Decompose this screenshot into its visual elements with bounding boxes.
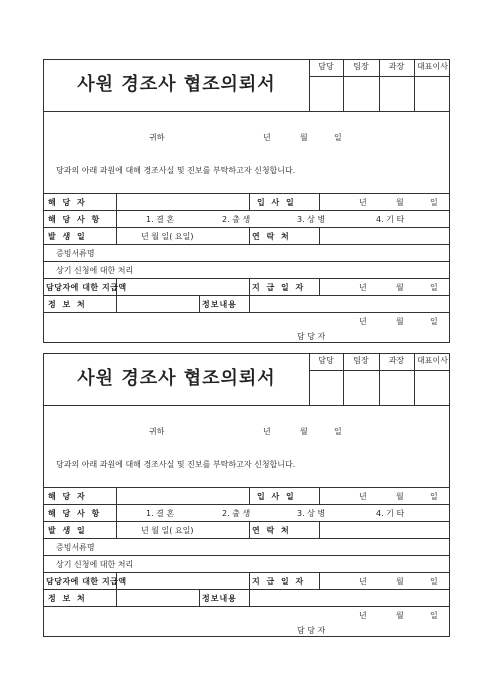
payment-day: 일	[430, 577, 438, 586]
addressee: 귀하	[149, 133, 165, 142]
approval-label-staff: 담당	[318, 62, 334, 71]
label-event-date: 발 생 일	[48, 232, 87, 241]
join-year: 년	[359, 492, 367, 501]
footer-signer: 담 당 자	[297, 626, 326, 635]
intro-text: 당과의 아래 과원에 대해 경조사실 및 진보를 부탁하고자 신청합니다.	[56, 166, 296, 175]
join-day: 일	[430, 492, 438, 501]
date-day: 일	[334, 133, 342, 142]
footer-signer: 담 당 자	[297, 332, 326, 341]
label-person: 해 당 자	[48, 492, 87, 501]
processing-label: 상기 신청에 대한 처리	[56, 560, 134, 569]
option-bereavement[interactable]: 3. 상 병	[297, 215, 326, 224]
label-join-date: 입 사 일	[257, 198, 296, 207]
approval-label-ceo: 대표이사	[417, 62, 448, 71]
label-event-date: 발 생 일	[48, 526, 87, 535]
processing-label: 상기 신청에 대한 처리	[56, 266, 134, 275]
label-payment-amount: 담당자에 대한 지급액	[46, 577, 127, 586]
label-contact: 연 락 처	[252, 232, 291, 241]
label-payment-date: 지 급 일 자	[252, 577, 306, 586]
date-month: 월	[300, 427, 308, 436]
option-birth[interactable]: 2. 출 생	[222, 509, 251, 518]
footer-day: 일	[430, 317, 438, 326]
document-name-label: 증빙서류명	[56, 543, 95, 552]
date-year: 년	[263, 133, 271, 142]
join-year: 년	[359, 198, 367, 207]
label-payment-amount: 담당자에 대한 지급액	[46, 283, 127, 292]
label-info-content: 정보내용	[202, 594, 237, 603]
label-event-type: 해 당 사 항	[48, 509, 102, 518]
addressee: 귀하	[149, 427, 165, 436]
form-title: 사원 경조사 협조의뢰서	[77, 368, 276, 389]
option-other[interactable]: 4. 기 타	[376, 509, 405, 518]
label-info-source: 정 보 처	[48, 300, 87, 309]
event-date-text: 년 월 일( 요일)	[141, 526, 194, 535]
join-month: 월	[396, 198, 404, 207]
payment-month: 월	[396, 577, 404, 586]
join-day: 일	[430, 198, 438, 207]
label-info-content: 정보내용	[202, 300, 237, 309]
approval-label-team-leader: 팀장	[353, 356, 369, 365]
request-form-2	[43, 353, 450, 637]
payment-year: 년	[359, 283, 367, 292]
option-marriage[interactable]: 1. 결 혼	[146, 215, 175, 224]
label-person: 해 당 자	[48, 198, 87, 207]
footer-month: 월	[396, 611, 404, 620]
label-join-date: 입 사 일	[257, 492, 296, 501]
join-month: 월	[396, 492, 404, 501]
event-date-text: 년 월 일( 요일)	[141, 232, 194, 241]
label-contact: 연 락 처	[252, 526, 291, 535]
approval-label-ceo: 대표이사	[417, 356, 448, 365]
date-year: 년	[263, 427, 271, 436]
approval-label-manager: 과장	[388, 356, 405, 365]
date-month: 월	[300, 133, 308, 142]
payment-day: 일	[430, 283, 438, 292]
request-form-1	[43, 59, 450, 343]
form-title: 사원 경조사 협조의뢰서	[77, 74, 276, 95]
payment-month: 월	[396, 283, 404, 292]
date-day: 일	[334, 427, 342, 436]
approval-label-manager: 과장	[388, 62, 405, 71]
option-marriage[interactable]: 1. 결 혼	[146, 509, 175, 518]
label-payment-date: 지 급 일 자	[252, 283, 306, 292]
footer-year: 년	[359, 317, 367, 326]
document-name-label: 증빙서류명	[56, 249, 95, 258]
footer-year: 년	[359, 611, 367, 620]
intro-text: 당과의 아래 과원에 대해 경조사실 및 진보를 부탁하고자 신청합니다.	[56, 460, 296, 469]
option-birth[interactable]: 2. 출 생	[222, 215, 251, 224]
option-bereavement[interactable]: 3. 상 병	[297, 509, 326, 518]
label-info-source: 정 보 처	[48, 594, 87, 603]
footer-day: 일	[430, 611, 438, 620]
footer-month: 월	[396, 317, 404, 326]
payment-year: 년	[359, 577, 367, 586]
label-event-type: 해 당 사 항	[48, 215, 102, 224]
approval-label-team-leader: 팀장	[353, 62, 369, 71]
option-other[interactable]: 4. 기 타	[376, 215, 405, 224]
approval-label-staff: 담당	[318, 356, 334, 365]
